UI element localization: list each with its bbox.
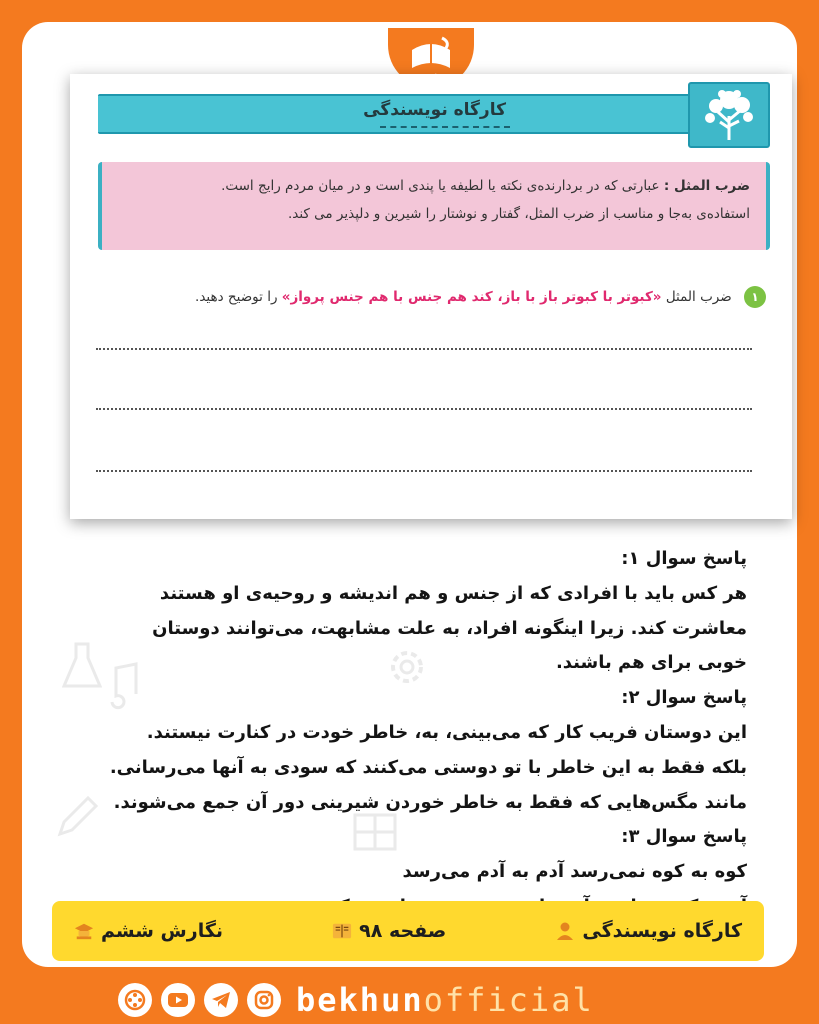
info-page-text: صفحه ۹۸ (359, 920, 447, 942)
brand-name (296, 980, 594, 1020)
content-card (22, 22, 797, 967)
question-proverb: «کبوتر با کبوتر باز با باز، کند هم جنس با هم جنس پرواز» (281, 289, 662, 305)
page-title: کارگاه نویسندگی (363, 100, 506, 120)
info-page (332, 920, 446, 942)
question-suffix: را توضیح دهید. (195, 289, 278, 305)
title-band (98, 94, 690, 134)
definition-text (110, 172, 750, 228)
answer-text-line: این دوستان فریب کار که می‌بینی، به، خاطر خودت در کنارت نیستند. (146, 721, 747, 743)
graduation-cap-icon (74, 921, 94, 941)
info-grade-text: نگارش ششم (101, 920, 224, 942)
definition-box (98, 162, 770, 250)
info-subject-text: کارگاه نویسندگی (582, 920, 742, 942)
answer-text-line: هر کس باید با افرادی که از جنس و هم اندیشه و روحیه‌ی او هستند (159, 582, 747, 604)
question-prefix: ضرب المثل (665, 289, 732, 305)
tree-icon (688, 82, 770, 148)
info-grade (74, 920, 223, 942)
answer-text-line: خوبی برای هم باشند. (555, 652, 747, 674)
answer-text-line: معاشرت کند. زیرا اینگونه افراد، به علت مشابهت، می‌توانند دوستان (152, 617, 747, 639)
definition-line-2: استفاده‌ی به‌جا و مناسب از ضرب المثل، گفتار و نوشتار را شیرین و دلپذیر می کند. (287, 206, 750, 222)
answer-heading-1: پاسخ سوال ۱: (621, 548, 747, 569)
open-book-icon (332, 921, 352, 941)
question-number: ۱ (744, 286, 766, 308)
aparat-icon[interactable] (118, 983, 152, 1017)
info-subject (555, 920, 742, 942)
answer-text-line: بلکه فقط به این خاطر با تو دوستی می‌کنند که سودی به آنها می‌رسانی. (109, 756, 747, 778)
title-underline (380, 126, 510, 128)
info-bar (52, 901, 764, 961)
brand-light: official (423, 981, 594, 1019)
answer-text-line: کوه به کوه نمی‌رسد آدم به آدم می‌رسد (402, 861, 747, 883)
instagram-icon[interactable] (247, 983, 281, 1017)
answers-section (27, 542, 747, 925)
answer-heading-2: پاسخ سوال ۲: (621, 687, 747, 709)
definition-term: ضرب المثل : (663, 178, 750, 194)
brand-bold: bekhun (296, 981, 424, 1019)
answer-line-2 (96, 408, 752, 410)
answer-line-1 (96, 348, 752, 350)
definition-line-1: عبارتی که در بردارنده‌ی نکته یا لطیفه یا پندی است و در میان مردم رایج است. (221, 178, 660, 194)
question-row (126, 286, 766, 308)
answer-text-line: مانند مگس‌هایی که فقط به خاطر خوردن شیرینی دور آن جمع می‌شوند. (113, 791, 747, 813)
textbook-page (70, 74, 792, 519)
youtube-icon[interactable] (161, 983, 195, 1017)
answer-heading-3: پاسخ سوال ۳: (621, 826, 747, 848)
telegram-icon[interactable] (204, 983, 238, 1017)
answer-line-3 (96, 470, 752, 472)
person-icon (555, 921, 575, 941)
footer-social-bar (118, 978, 594, 1022)
